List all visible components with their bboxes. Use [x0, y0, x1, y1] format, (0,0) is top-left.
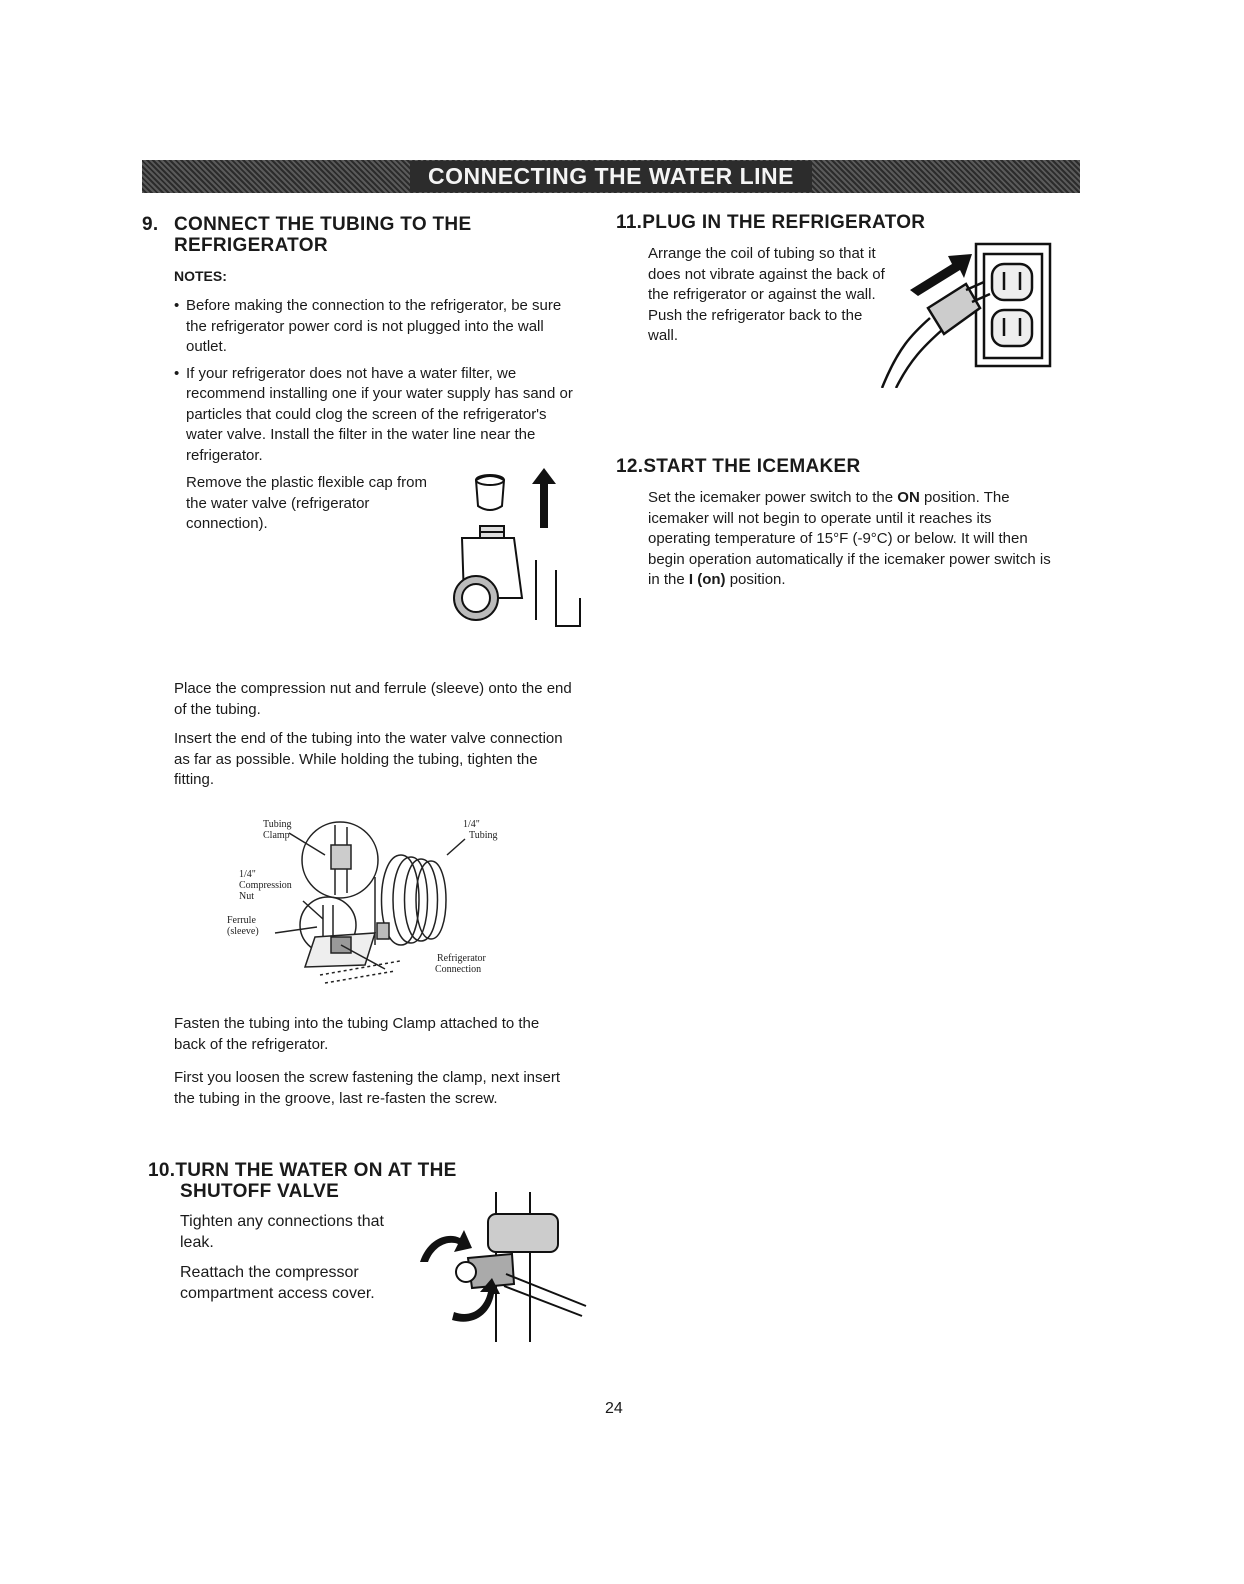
- note-bullet: • Before making the connection to the refrigerator, be sure the refrigerator power cord is not plugged into the wall outlet.: [174, 296, 584, 358]
- label-compression-1: 1/4": [239, 869, 256, 880]
- tighten-text: Tighten any connections that leak.: [180, 1213, 384, 1251]
- label-compression-3: Nut: [239, 891, 254, 902]
- label-ferrule-2: (sleeve): [227, 926, 259, 937]
- label-refrig-conn-1: Refrigerator: [437, 953, 486, 964]
- step-9-number: 9.: [142, 214, 159, 235]
- step-12-text-b: position. The icemaker will not begin to operate until it reaches its operating temperature of 15°F (-9°C) or below. It will then begin operation automatically if the icemaker power switch is in the: [648, 489, 1051, 588]
- place-nut-text: Place the compression nut and ferrule (sleeve) onto the end of the tubing.: [174, 680, 572, 718]
- page-number: 24: [605, 1400, 623, 1417]
- notes-list: [174, 296, 584, 466]
- tubing-connection-diagram: [225, 815, 505, 990]
- step-9-title-line2: REFRIGERATOR: [174, 235, 328, 256]
- notes-label: NOTES:: [174, 268, 227, 284]
- reattach-text: Reattach the compressor compartment access cover.: [180, 1264, 375, 1302]
- step-9-title-line1: CONNECT THE TUBING TO THE: [174, 214, 472, 235]
- step-11-heading: 11.PLUG IN THE REFRIGERATOR: [616, 212, 926, 233]
- label-refrig-conn-2: Connection: [435, 964, 482, 975]
- step-12-body: [648, 488, 1058, 591]
- label-quarter-tubing-2: Tubing: [469, 830, 498, 841]
- on-word: ON: [897, 489, 920, 506]
- fasten-text: Fasten the tubing into the tubing Clamp attached to the back of the refrigerator.: [174, 1015, 540, 1053]
- step-10-title-line1: 10.TURN THE WATER ON AT THE: [148, 1160, 457, 1181]
- label-compression-2: Compression: [239, 880, 292, 891]
- valve-cap-illustration: [444, 468, 589, 633]
- insert-tubing-text: Insert the end of the tubing into the water valve connection as far as possible. While holding the tubing, tighten the fitting.: [174, 730, 563, 788]
- step-9-heading: [142, 214, 582, 256]
- plug-outlet-illustration: [872, 238, 1062, 388]
- step-11-body: Arrange the coil of tubing so that it does not vibrate against the back of the refrigerator or against the wall. Push the refrigerator back to the wall.: [648, 245, 885, 344]
- step-12-text-a: Set the icemaker power switch to the: [648, 489, 898, 506]
- section-title: CONNECTING THE WATER LINE: [410, 161, 812, 192]
- step-12-heading: 12.START THE ICEMAKER: [616, 456, 861, 477]
- label-tubing-clamp-1: Tubing: [263, 819, 292, 830]
- step-12-text-c: position.: [725, 571, 786, 588]
- rotate-arrow-icon: [420, 1230, 472, 1262]
- label-tubing-clamp-2: Clamp: [263, 830, 290, 841]
- arrow-up-icon: [532, 468, 556, 528]
- note-bullet: • If your refrigerator does not have a water filter, we recommend installing one if your water supply has sand or particles that could clog the screen of the refrigerator's water valve. Install the filter in the water line near the refrigerator.: [174, 364, 584, 467]
- label-quarter-tubing-1: 1/4": [463, 819, 480, 830]
- loosen-text: First you loosen the screw fastening the clamp, next insert the tubing in the groove, last re-fasten the screw.: [174, 1069, 561, 1107]
- remove-cap-text: Remove the plastic flexible cap from the water valve (refrigerator connection).: [186, 474, 427, 532]
- label-ferrule-1: Ferrule: [227, 915, 256, 926]
- section-banner: [142, 160, 1080, 193]
- shutoff-valve-illustration: [418, 1192, 588, 1342]
- on-paren: I (on): [688, 571, 726, 588]
- step-10-title-line2: SHUTOFF VALVE: [180, 1181, 340, 1202]
